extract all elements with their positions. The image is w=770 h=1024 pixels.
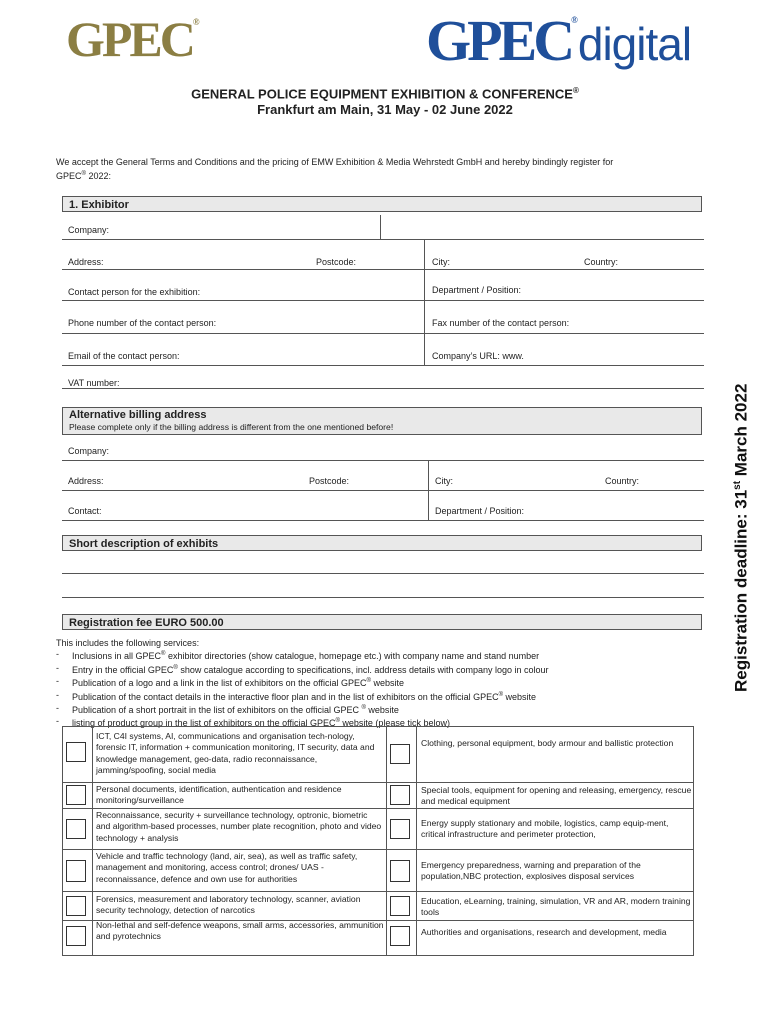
- billing-city-label: City:: [435, 476, 453, 486]
- billing-heading-box: [62, 407, 702, 435]
- vat-label: VAT number:: [68, 378, 120, 388]
- category-label: Special tools, equipment for opening and releasing, emergency, rescue and medical equipment: [421, 785, 692, 807]
- category-label: Energy supply stationary and mobile, logistics, camp equip-ment, critical infrastructure and perimeter protection,: [421, 818, 669, 840]
- gpec-logo: GPEC®: [66, 11, 200, 67]
- divider: [428, 491, 429, 521]
- category-label: Personal documents, identification, authentication and residence monitoring/surveillance: [96, 784, 342, 806]
- divider: [416, 726, 417, 956]
- exhibits-line-1[interactable]: [62, 573, 704, 574]
- services-list: [56, 638, 696, 730]
- list-item: - Publication of a short portrait in the list of exhibitors on the official GPEC ® website: [56, 703, 399, 716]
- list-item: - Entry in the official GPEC® show catalogue according to specifications, incl. address details with company logo in colour: [56, 662, 549, 675]
- billing-address-label: Address:: [68, 476, 104, 486]
- divider: [424, 240, 425, 270]
- list-item: - Publication of the contact details in the interactive floor plan and in the list of exhibitors on the official GPEC® website: [56, 689, 537, 702]
- billing-company-label: Company:: [68, 446, 110, 456]
- contact-person-field[interactable]: [62, 300, 704, 301]
- exhibits-line-2[interactable]: [62, 597, 704, 598]
- checkbox-vehicle-traffic[interactable]: [66, 860, 86, 882]
- divider: [62, 891, 694, 892]
- category-label: Reconnaissance, security + surveillance technology, optronic, biometric and algorithm-based processes, number plate recognition, photo and video technology + analysis: [96, 810, 382, 843]
- postcode-label: Postcode:: [316, 257, 357, 267]
- billing-note: Please complete only if the billing address is different from the one mentioned before!: [69, 422, 394, 432]
- services-intro: This includes the following services:: [56, 638, 200, 648]
- checkbox-education[interactable]: [390, 896, 410, 916]
- list-item: - listing of product group in the list of exhibitors on the official GPEC® website (please tick below): [56, 716, 450, 729]
- checkbox-energy-supply[interactable]: [390, 819, 410, 839]
- category-label: Education, eLearning, training, simulation, VR and AR, modern training tools: [421, 896, 691, 918]
- url-label: Company’s URL: www.: [432, 351, 524, 361]
- department-label: Department / Position:: [432, 285, 522, 295]
- divider: [62, 808, 694, 809]
- company-field[interactable]: [62, 239, 704, 240]
- checkbox-forensics[interactable]: [66, 896, 86, 916]
- city-label: City:: [432, 257, 450, 267]
- phone-field[interactable]: [62, 333, 704, 334]
- email-field[interactable]: [62, 365, 704, 366]
- category-label: ICT, C4I systems, AI, communications and organisation tech-nology, forensic IT, information + communication monitoring, IT security, data and knowledge management, geo-data, radio reconnaissance, jamming/spoofing, social media: [96, 731, 375, 776]
- billing-postcode-label: Postcode:: [309, 476, 350, 486]
- billing-contact-field[interactable]: [62, 520, 704, 521]
- checkbox-authorities[interactable]: [390, 926, 410, 946]
- category-label: Forensics, measurement and laboratory technology, scanner, aviation security technology, detection of narcotics: [96, 894, 361, 916]
- divider: [62, 849, 694, 850]
- divider: [424, 270, 425, 301]
- divider: [386, 726, 387, 956]
- page-title: GENERAL POLICE EQUIPMENT EXHIBITION & CONFERENCE®: [191, 86, 579, 102]
- address-label: Address:: [68, 257, 104, 267]
- checkbox-clothing[interactable]: [390, 744, 410, 764]
- checkbox-reconnaissance[interactable]: [66, 819, 86, 839]
- contact-person-label: Contact person for the exhibition:: [68, 287, 201, 297]
- divider: [428, 461, 429, 491]
- checkbox-emergency-preparedness[interactable]: [390, 860, 410, 882]
- email-label: Email of the contact person:: [68, 351, 180, 361]
- category-label: Clothing, personal equipment, body armour and ballistic protection: [421, 738, 674, 748]
- exhibits-heading: Short description of exhibits: [62, 535, 702, 551]
- category-label: Authorities and organisations, research and development, media: [421, 927, 667, 937]
- billing-contact-label: Contact:: [68, 506, 102, 516]
- checkbox-personal-documents[interactable]: [66, 785, 86, 805]
- vat-field[interactable]: [62, 388, 704, 389]
- category-label: Emergency preparedness, warning and preparation of the population,NBC protection, explosives disposal services: [421, 860, 641, 882]
- billing-address-field[interactable]: [62, 490, 704, 491]
- address-field[interactable]: [62, 269, 704, 270]
- divider: [92, 726, 93, 956]
- fax-label: Fax number of the contact person:: [432, 318, 570, 328]
- divider: [424, 334, 425, 366]
- checkbox-special-tools[interactable]: [390, 785, 410, 805]
- company-label: Company:: [68, 225, 110, 235]
- billing-company-field[interactable]: [62, 460, 704, 461]
- billing-country-label: Country:: [605, 476, 640, 486]
- divider: [380, 215, 381, 240]
- divider: [424, 301, 425, 334]
- phone-label: Phone number of the contact person:: [68, 318, 217, 328]
- list-item: - Publication of a logo and a link in the list of exhibitors on the official GPEC® website: [56, 676, 404, 689]
- intro-text: We accept the General Terms and Conditions and the pricing of EMW Exhibition & Media Wehrstedt GmbH and hereby bindingly register for GPEC® 2022:: [56, 157, 614, 181]
- fee-heading: Registration fee EURO 500.00: [62, 614, 702, 630]
- gpec-digital-logo: GPEC®digital: [426, 8, 692, 73]
- checkbox-non-lethal-weapons[interactable]: [66, 926, 86, 946]
- category-label: Vehicle and traffic technology (land, air, sea), as well as traffic safety, management and monitoring, access control; drones/ UAS - reconnaissance, defence and own use for authorities: [96, 851, 358, 884]
- billing-heading: Alternative billing address: [69, 409, 207, 421]
- list-item: - Inclusions in all GPEC® exhibitor directories (show catalogue, homepage etc.) with company name and stand number: [56, 649, 540, 662]
- billing-department-label: Department / Position:: [435, 506, 525, 516]
- divider: [62, 782, 694, 783]
- country-label: Country:: [584, 257, 619, 267]
- category-label: Non-lethal and self-defence weapons, small arms, accessories, ammunition and pyrotechnics: [96, 920, 384, 942]
- registration-deadline: Registration deadline: 31st March 2022: [731, 383, 751, 692]
- checkbox-ict[interactable]: [66, 742, 86, 762]
- exhibitor-heading: 1. Exhibitor: [62, 196, 702, 212]
- page-subtitle: Frankfurt am Main, 31 May - 02 June 2022: [257, 102, 513, 117]
